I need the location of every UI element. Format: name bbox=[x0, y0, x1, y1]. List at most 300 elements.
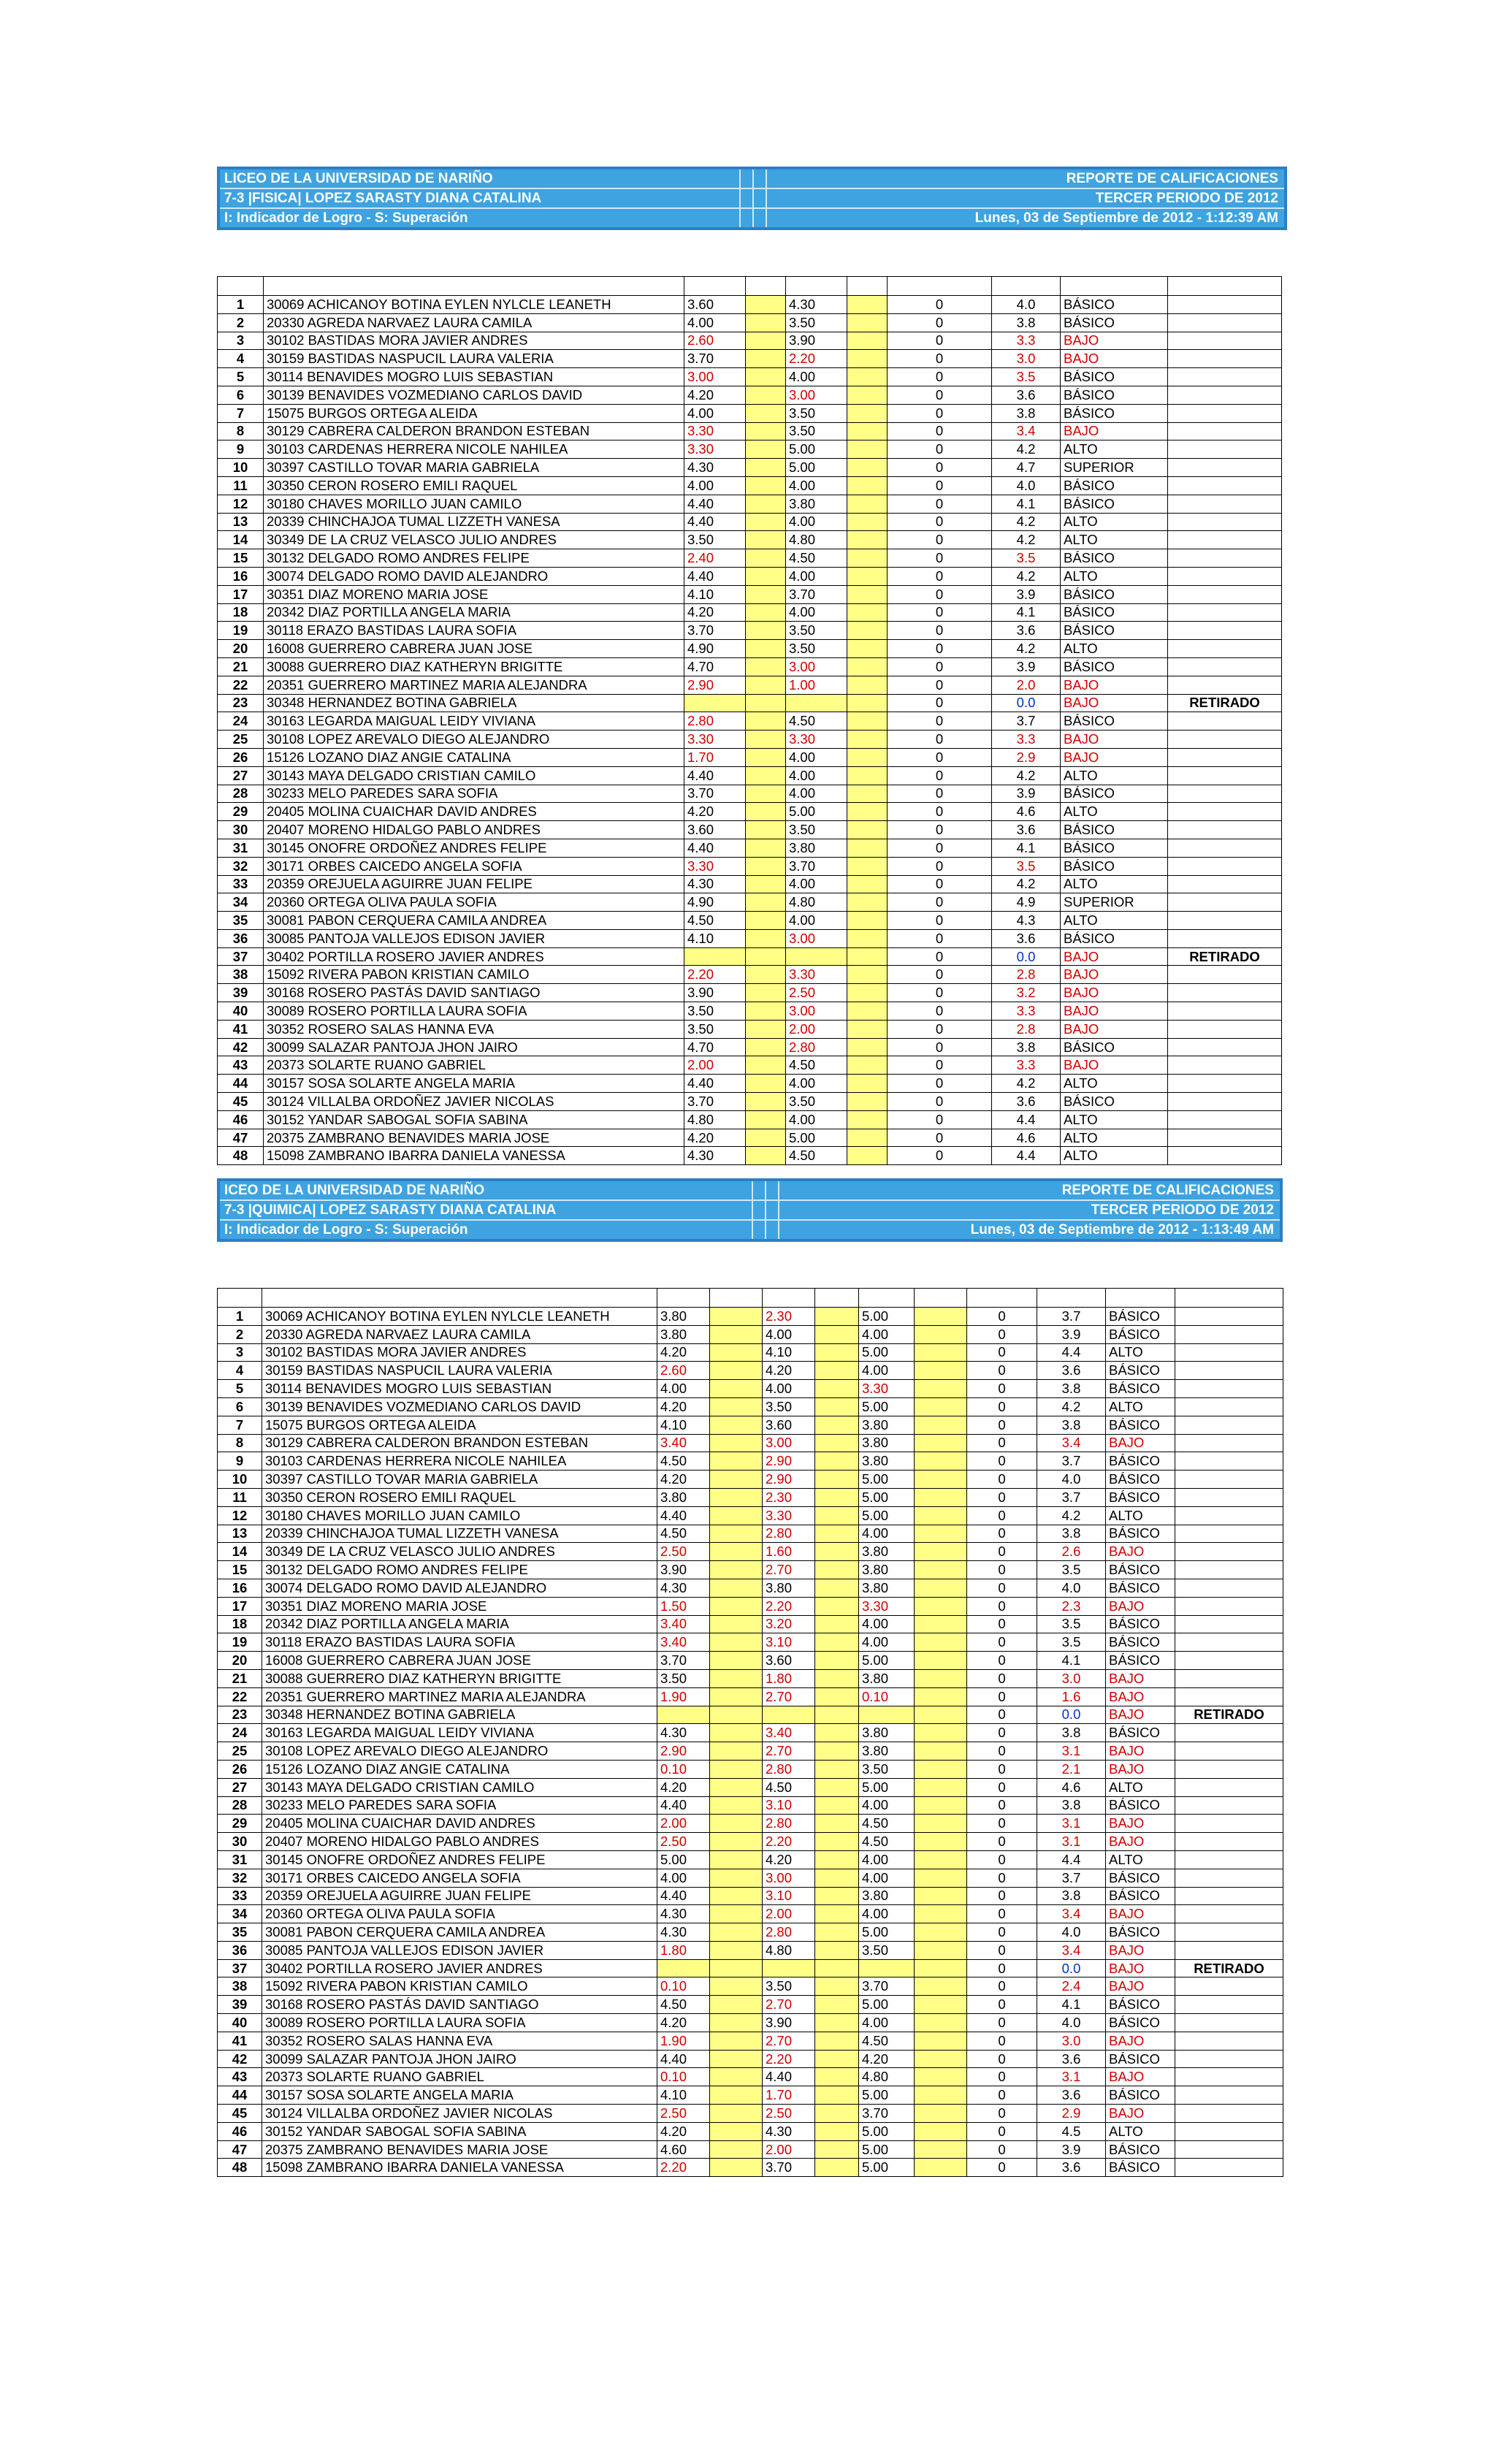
average-grade: 3.1 bbox=[1037, 1815, 1106, 1833]
superacion-grade bbox=[847, 676, 888, 694]
table-row bbox=[218, 1452, 1283, 1471]
superacion-grade bbox=[915, 1397, 967, 1416]
average-grade: 3.5 bbox=[992, 857, 1061, 875]
status-cell bbox=[1168, 1038, 1282, 1056]
row-number: 36 bbox=[218, 929, 264, 947]
average-grade: 3.8 bbox=[1037, 1796, 1106, 1815]
student-name: 20359 OREJUELA AGUIRRE JUAN FELIPE bbox=[264, 875, 684, 893]
row-number: 24 bbox=[218, 712, 264, 731]
row-number: 3 bbox=[218, 1343, 262, 1362]
status-cell bbox=[1175, 2122, 1283, 2140]
average-grade: 4.2 bbox=[992, 1075, 1061, 1093]
average-grade: 4.0 bbox=[1037, 1923, 1106, 1942]
indicator-grade: 4.30 bbox=[786, 296, 847, 314]
superacion-grade bbox=[746, 1002, 786, 1021]
table-row bbox=[218, 785, 1282, 803]
average-grade: 3.0 bbox=[1037, 1669, 1106, 1687]
performance-level: BAJO bbox=[1061, 332, 1168, 350]
superacion-grade bbox=[815, 1869, 859, 1887]
student-name: 30397 CASTILLO TOVAR MARIA GABRIELA bbox=[262, 1471, 657, 1489]
superacion-grade bbox=[847, 1110, 888, 1129]
zero-column: 0 bbox=[888, 1075, 992, 1093]
average-grade: 3.8 bbox=[992, 404, 1061, 422]
superacion-grade bbox=[847, 1093, 888, 1111]
status-cell bbox=[1175, 1397, 1283, 1416]
superacion-grade bbox=[847, 1020, 888, 1038]
indicator-grade: 2.20 bbox=[657, 2159, 710, 2177]
status-cell bbox=[1175, 2140, 1283, 2159]
status-cell bbox=[1175, 1833, 1283, 1851]
row-number: 47 bbox=[218, 2140, 262, 2159]
zero-column: 0 bbox=[967, 2068, 1037, 2086]
row-number: 7 bbox=[218, 1416, 262, 1434]
indicator-grade: 3.30 bbox=[859, 1597, 915, 1615]
superacion-grade bbox=[815, 2105, 859, 2123]
superacion-grade bbox=[710, 2032, 763, 2050]
indicator-grade: 2.90 bbox=[657, 1742, 710, 1761]
student-name: 20375 ZAMBRANO BENAVIDES MARIA JOSE bbox=[262, 2140, 657, 2159]
indicator-grade: 3.40 bbox=[657, 1633, 710, 1652]
performance-level: BAJO bbox=[1106, 1959, 1175, 1977]
zero-column: 0 bbox=[967, 1561, 1037, 1579]
row-number: 3 bbox=[218, 332, 264, 350]
performance-level: BAJO bbox=[1106, 1434, 1175, 1452]
status-cell bbox=[1168, 350, 1282, 368]
performance-level: ALTO bbox=[1061, 766, 1168, 785]
superacion-grade bbox=[710, 1380, 763, 1398]
performance-level: ALTO bbox=[1106, 1850, 1175, 1869]
indicator-grade: 3.80 bbox=[859, 1742, 915, 1761]
status-cell bbox=[1168, 1147, 1282, 1165]
indicator-grade: 4.20 bbox=[657, 2014, 710, 2032]
superacion-grade bbox=[847, 712, 888, 731]
student-name: 20330 AGREDA NARVAEZ LAURA CAMILA bbox=[264, 313, 684, 332]
school-name: ICEO DE LA UNIVERSIDAD DE NARIÑO bbox=[220, 1181, 753, 1199]
status-cell bbox=[1168, 440, 1282, 459]
indicator-grade: 4.20 bbox=[657, 1778, 710, 1796]
table-row bbox=[218, 1525, 1283, 1543]
table-row bbox=[218, 657, 1282, 676]
indicator-grade: 4.20 bbox=[657, 1471, 710, 1489]
row-number: 27 bbox=[218, 1778, 262, 1796]
student-name: 20407 MORENO HIDALGO PABLO ANDRES bbox=[264, 821, 684, 839]
zero-column: 0 bbox=[888, 657, 992, 676]
superacion-grade bbox=[815, 1543, 859, 1561]
superacion-grade bbox=[815, 1706, 859, 1724]
student-name: 30180 CHAVES MORILLO JUAN CAMILO bbox=[264, 495, 684, 513]
superacion-grade bbox=[847, 386, 888, 404]
performance-level: ALTO bbox=[1061, 513, 1168, 531]
status-cell bbox=[1168, 332, 1282, 350]
indicator-grade bbox=[657, 1959, 710, 1977]
indicator-grade: 4.00 bbox=[786, 1110, 847, 1129]
row-number: 1 bbox=[218, 1308, 262, 1326]
indicator-grade: 3.00 bbox=[763, 1434, 815, 1452]
performance-level: BÁSICO bbox=[1106, 1416, 1175, 1434]
row-number: 48 bbox=[218, 1147, 264, 1165]
indicator-grade: 2.50 bbox=[657, 1833, 710, 1851]
indicator-grade: 3.50 bbox=[684, 1002, 746, 1021]
indicator-grade: 4.40 bbox=[684, 1075, 746, 1093]
superacion-grade bbox=[746, 1093, 786, 1111]
indicator-grade: 3.30 bbox=[684, 440, 746, 459]
row-number: 4 bbox=[218, 350, 264, 368]
performance-level: BÁSICO bbox=[1061, 549, 1168, 568]
superacion-grade bbox=[847, 803, 888, 821]
superacion-grade bbox=[815, 1778, 859, 1796]
row-number: 33 bbox=[218, 875, 264, 893]
student-name: 30180 CHAVES MORILLO JUAN CAMILO bbox=[262, 1506, 657, 1525]
indicator-grade: 0.10 bbox=[657, 1977, 710, 1996]
superacion-grade bbox=[815, 1416, 859, 1434]
superacion-grade bbox=[710, 2105, 763, 2123]
status-cell bbox=[1175, 2032, 1283, 2050]
row-number: 39 bbox=[218, 1996, 262, 2014]
table-row bbox=[218, 857, 1282, 875]
indicator-grade: 2.90 bbox=[684, 676, 746, 694]
indicator-grade: 4.00 bbox=[786, 748, 847, 766]
zero-column: 0 bbox=[967, 1760, 1037, 1778]
student-name: 30349 DE LA CRUZ VELASCO JULIO ANDRES bbox=[262, 1543, 657, 1561]
student-name: 16008 GUERRERO CABRERA JUAN JOSE bbox=[264, 640, 684, 658]
superacion-grade bbox=[746, 748, 786, 766]
student-name: 30157 SOSA SOLARTE ANGELA MARIA bbox=[262, 2086, 657, 2105]
superacion-grade bbox=[746, 657, 786, 676]
average-grade: 4.1 bbox=[1037, 1652, 1106, 1670]
performance-level: BÁSICO bbox=[1061, 622, 1168, 640]
average-grade: 2.9 bbox=[992, 748, 1061, 766]
student-name: 30118 ERAZO BASTIDAS LAURA SOFIA bbox=[264, 622, 684, 640]
performance-level: BÁSICO bbox=[1106, 1471, 1175, 1489]
performance-level: BAJO bbox=[1106, 1760, 1175, 1778]
average-grade: 3.8 bbox=[1037, 1380, 1106, 1398]
student-name: 20405 MOLINA CUAICHAR DAVID ANDRES bbox=[264, 803, 684, 821]
status-cell bbox=[1175, 2050, 1283, 2068]
performance-level: ALTO bbox=[1061, 1075, 1168, 1093]
indicator-grade: 2.80 bbox=[763, 1760, 815, 1778]
superacion-grade bbox=[710, 1325, 763, 1343]
indicator-grade: 4.00 bbox=[657, 1380, 710, 1398]
table-row bbox=[218, 549, 1282, 568]
zero-column: 0 bbox=[967, 1416, 1037, 1434]
student-name: 30081 PABON CERQUERA CAMILA ANDREA bbox=[262, 1923, 657, 1942]
zero-column: 0 bbox=[888, 476, 992, 495]
status-cell bbox=[1168, 731, 1282, 749]
student-name: 30089 ROSERO PORTILLA LAURA SOFIA bbox=[264, 1002, 684, 1021]
indicator-grade: 5.00 bbox=[859, 1923, 915, 1942]
superacion-grade bbox=[847, 459, 888, 477]
performance-level: BAJO bbox=[1061, 947, 1168, 966]
performance-level: BÁSICO bbox=[1106, 1525, 1175, 1543]
student-name: 15098 ZAMBRANO IBARRA DANIELA VANESSA bbox=[264, 1147, 684, 1165]
average-grade: 3.9 bbox=[992, 657, 1061, 676]
zero-column: 0 bbox=[888, 386, 992, 404]
status-cell bbox=[1175, 1597, 1283, 1615]
row-number: 41 bbox=[218, 2032, 262, 2050]
average-grade: 4.3 bbox=[992, 912, 1061, 930]
superacion-grade bbox=[815, 2140, 859, 2159]
superacion-grade bbox=[746, 476, 786, 495]
superacion-grade bbox=[847, 422, 888, 440]
indicator-grade: 0.10 bbox=[657, 2068, 710, 2086]
performance-level: ALTO bbox=[1061, 567, 1168, 585]
superacion-grade bbox=[847, 476, 888, 495]
indicator-grade: 2.50 bbox=[786, 984, 847, 1002]
table-row bbox=[218, 2140, 1283, 2159]
indicator-grade: 5.00 bbox=[859, 1996, 915, 2014]
student-name: 20330 AGREDA NARVAEZ LAURA CAMILA bbox=[262, 1325, 657, 1343]
student-name: 30118 ERAZO BASTIDAS LAURA SOFIA bbox=[262, 1633, 657, 1652]
indicator-grade: 4.50 bbox=[657, 1525, 710, 1543]
superacion-grade bbox=[710, 1543, 763, 1561]
indicator-grade bbox=[786, 694, 847, 712]
indicator-grade: 2.00 bbox=[763, 2140, 815, 2159]
superacion-grade bbox=[710, 1652, 763, 1670]
average-grade: 3.8 bbox=[992, 313, 1061, 332]
superacion-grade bbox=[847, 495, 888, 513]
superacion-grade bbox=[746, 712, 786, 731]
student-name: 30099 SALAZAR PANTOJA JHON JAIRO bbox=[264, 1038, 684, 1056]
zero-column: 0 bbox=[967, 1615, 1037, 1633]
performance-level: BAJO bbox=[1106, 1706, 1175, 1724]
performance-level: BÁSICO bbox=[1106, 1633, 1175, 1652]
zero-column: 0 bbox=[888, 368, 992, 386]
student-name: 30352 ROSERO SALAS HANNA EVA bbox=[264, 1020, 684, 1038]
superacion-grade bbox=[710, 1615, 763, 1633]
indicator-grade: 4.00 bbox=[859, 1905, 915, 1923]
superacion-grade bbox=[915, 1380, 967, 1398]
table-row bbox=[218, 1056, 1282, 1075]
superacion-grade bbox=[746, 694, 786, 712]
table-row bbox=[218, 368, 1282, 386]
status-cell bbox=[1168, 495, 1282, 513]
indicator-grade: 5.00 bbox=[859, 1343, 915, 1362]
superacion-grade bbox=[815, 1815, 859, 1833]
zero-column: 0 bbox=[888, 531, 992, 549]
indicator-grade: 4.80 bbox=[786, 893, 847, 912]
indicator-grade: 4.40 bbox=[684, 495, 746, 513]
status-cell bbox=[1175, 2014, 1283, 2032]
average-grade: 0.0 bbox=[1037, 1959, 1106, 1977]
report-header-fisica bbox=[217, 167, 1287, 230]
table-row bbox=[218, 947, 1282, 966]
average-grade: 4.2 bbox=[992, 640, 1061, 658]
row-number: 12 bbox=[218, 495, 264, 513]
indicator-grade: 2.30 bbox=[763, 1308, 815, 1326]
row-number: 45 bbox=[218, 2105, 262, 2123]
table-row bbox=[218, 296, 1282, 314]
indicator-grade: 2.80 bbox=[684, 712, 746, 731]
student-name: 30233 MELO PAREDES SARA SOFIA bbox=[264, 785, 684, 803]
row-number: 28 bbox=[218, 1796, 262, 1815]
student-name: 30099 SALAZAR PANTOJA JHON JAIRO bbox=[262, 2050, 657, 2068]
average-grade: 4.6 bbox=[992, 803, 1061, 821]
superacion-grade bbox=[815, 1923, 859, 1942]
zero-column: 0 bbox=[888, 803, 992, 821]
performance-level: BAJO bbox=[1061, 422, 1168, 440]
table-row bbox=[218, 966, 1282, 984]
superacion-grade bbox=[815, 2050, 859, 2068]
superacion-grade bbox=[915, 2122, 967, 2140]
superacion-grade bbox=[710, 1362, 763, 1380]
superacion-grade bbox=[746, 984, 786, 1002]
blank-cell bbox=[815, 1289, 859, 1308]
average-grade: 0.0 bbox=[1037, 1706, 1106, 1724]
zero-column: 0 bbox=[967, 2105, 1037, 2123]
table-blank-row bbox=[218, 277, 1282, 296]
zero-column: 0 bbox=[888, 1002, 992, 1021]
table-row bbox=[218, 1110, 1282, 1129]
report-date: Lunes, 03 de Septiembre de 2012 - 1:12:39 AM bbox=[974, 210, 1278, 226]
indicator-grade: 4.00 bbox=[786, 766, 847, 785]
indicator-grade bbox=[786, 947, 847, 966]
zero-column: 0 bbox=[967, 2086, 1037, 2105]
superacion-grade bbox=[915, 1796, 967, 1815]
table-row bbox=[218, 440, 1282, 459]
indicator-grade: 3.10 bbox=[763, 1887, 815, 1905]
table-row bbox=[218, 1308, 1283, 1326]
indicator-grade: 1.90 bbox=[657, 1687, 710, 1706]
superacion-grade bbox=[710, 2014, 763, 2032]
table-row bbox=[218, 875, 1282, 893]
zero-column: 0 bbox=[888, 821, 992, 839]
indicator-grade: 5.00 bbox=[786, 1129, 847, 1147]
status-cell bbox=[1168, 657, 1282, 676]
student-name: 30145 ONOFRE ORDOÑEZ ANDRES FELIPE bbox=[262, 1850, 657, 1869]
row-number: 20 bbox=[218, 1652, 262, 1670]
row-number: 31 bbox=[218, 1850, 262, 1869]
blank-cell bbox=[1037, 1289, 1106, 1308]
average-grade: 3.5 bbox=[1037, 1561, 1106, 1579]
superacion-grade bbox=[710, 1687, 763, 1706]
superacion-grade bbox=[746, 531, 786, 549]
indicator-grade: 2.00 bbox=[786, 1020, 847, 1038]
student-name: 30081 PABON CERQUERA CAMILA ANDREA bbox=[264, 912, 684, 930]
indicator-grade: 5.00 bbox=[786, 440, 847, 459]
row-number: 47 bbox=[218, 1129, 264, 1147]
performance-level: BÁSICO bbox=[1106, 1579, 1175, 1597]
row-number: 8 bbox=[218, 1434, 262, 1452]
table-row bbox=[218, 2086, 1283, 2105]
table-row bbox=[218, 1416, 1283, 1434]
superacion-grade bbox=[915, 1561, 967, 1579]
average-grade: 4.1 bbox=[992, 839, 1061, 857]
student-name: 30348 HERNANDEZ BOTINA GABRIELA bbox=[264, 694, 684, 712]
indicator-grade: 5.00 bbox=[859, 1488, 915, 1506]
blank-cell bbox=[264, 277, 684, 296]
row-number: 21 bbox=[218, 1669, 262, 1687]
student-name: 30152 YANDAR SABOGAL SOFIA SABINA bbox=[264, 1110, 684, 1129]
superacion-grade bbox=[746, 731, 786, 749]
indicator-grade: 4.50 bbox=[786, 1056, 847, 1075]
indicator-grade: 4.50 bbox=[657, 1452, 710, 1471]
indicator-grade: 4.00 bbox=[786, 912, 847, 930]
superacion-grade bbox=[746, 332, 786, 350]
performance-level: BAJO bbox=[1106, 1905, 1175, 1923]
status-cell bbox=[1168, 1002, 1282, 1021]
row-number: 12 bbox=[218, 1506, 262, 1525]
indicator-grade: 4.90 bbox=[684, 893, 746, 912]
zero-column: 0 bbox=[888, 549, 992, 568]
row-number: 43 bbox=[218, 2068, 262, 2086]
table-row bbox=[218, 1724, 1283, 1742]
table-row bbox=[218, 1977, 1283, 1996]
student-name: 30143 MAYA DELGADO CRISTIAN CAMILO bbox=[262, 1778, 657, 1796]
zero-column: 0 bbox=[888, 1129, 992, 1147]
student-name: 20360 ORTEGA OLIVA PAULA SOFIA bbox=[262, 1905, 657, 1923]
superacion-grade bbox=[915, 1778, 967, 1796]
performance-level: BÁSICO bbox=[1106, 1325, 1175, 1343]
indicator-grade: 4.50 bbox=[786, 1147, 847, 1165]
status-cell bbox=[1175, 1742, 1283, 1761]
indicator-grade: 5.00 bbox=[859, 1471, 915, 1489]
superacion-grade bbox=[847, 947, 888, 966]
indicator-grade: 3.50 bbox=[763, 1977, 815, 1996]
indicator-grade: 3.80 bbox=[859, 1724, 915, 1742]
indicator-grade: 3.00 bbox=[763, 1869, 815, 1887]
table-row bbox=[218, 694, 1282, 712]
row-number: 32 bbox=[218, 1869, 262, 1887]
row-number: 30 bbox=[218, 1833, 262, 1851]
superacion-grade bbox=[915, 1308, 967, 1326]
status-cell bbox=[1175, 1615, 1283, 1633]
zero-column: 0 bbox=[967, 2140, 1037, 2159]
status-cell bbox=[1168, 712, 1282, 731]
superacion-grade bbox=[847, 893, 888, 912]
superacion-grade bbox=[710, 1452, 763, 1471]
report-title: REPORTE DE CALIFICACIONES bbox=[1061, 1183, 1274, 1198]
row-number: 44 bbox=[218, 2086, 262, 2105]
superacion-grade bbox=[710, 1869, 763, 1887]
performance-level: BÁSICO bbox=[1061, 1038, 1168, 1056]
performance-level: BAJO bbox=[1061, 1020, 1168, 1038]
row-number: 45 bbox=[218, 1093, 264, 1111]
student-name: 30069 ACHICANOY BOTINA EYLEN NYLCLE LEANETH bbox=[262, 1308, 657, 1326]
table-row bbox=[218, 1652, 1283, 1670]
average-grade: 3.0 bbox=[1037, 2032, 1106, 2050]
status-cell bbox=[1168, 912, 1282, 930]
performance-level: BÁSICO bbox=[1061, 785, 1168, 803]
blank-cell bbox=[888, 277, 992, 296]
status-cell bbox=[1175, 1579, 1283, 1597]
indicator-grade: 4.50 bbox=[657, 1996, 710, 2014]
superacion-grade bbox=[847, 929, 888, 947]
superacion-grade bbox=[746, 966, 786, 984]
indicator-grade: 2.80 bbox=[763, 1525, 815, 1543]
indicator-grade: 4.00 bbox=[786, 875, 847, 893]
table-row bbox=[218, 2014, 1283, 2032]
table-row bbox=[218, 1579, 1283, 1597]
performance-level: BAJO bbox=[1061, 731, 1168, 749]
status-cell bbox=[1175, 1543, 1283, 1561]
indicator-grade: 4.20 bbox=[657, 2122, 710, 2140]
table-row bbox=[218, 404, 1282, 422]
superacion-grade bbox=[746, 893, 786, 912]
superacion-grade bbox=[746, 1129, 786, 1147]
superacion-grade bbox=[746, 1075, 786, 1093]
status-cell bbox=[1168, 839, 1282, 857]
performance-level: ALTO bbox=[1061, 875, 1168, 893]
average-grade: 4.9 bbox=[992, 893, 1061, 912]
average-grade: 4.0 bbox=[992, 476, 1061, 495]
row-number: 18 bbox=[218, 603, 264, 622]
indicator-grade: 4.50 bbox=[859, 2032, 915, 2050]
zero-column: 0 bbox=[888, 1147, 992, 1165]
superacion-grade bbox=[710, 1941, 763, 1959]
average-grade: 3.8 bbox=[1037, 1525, 1106, 1543]
indicator-grade: 3.10 bbox=[763, 1633, 815, 1652]
superacion-grade bbox=[847, 1038, 888, 1056]
